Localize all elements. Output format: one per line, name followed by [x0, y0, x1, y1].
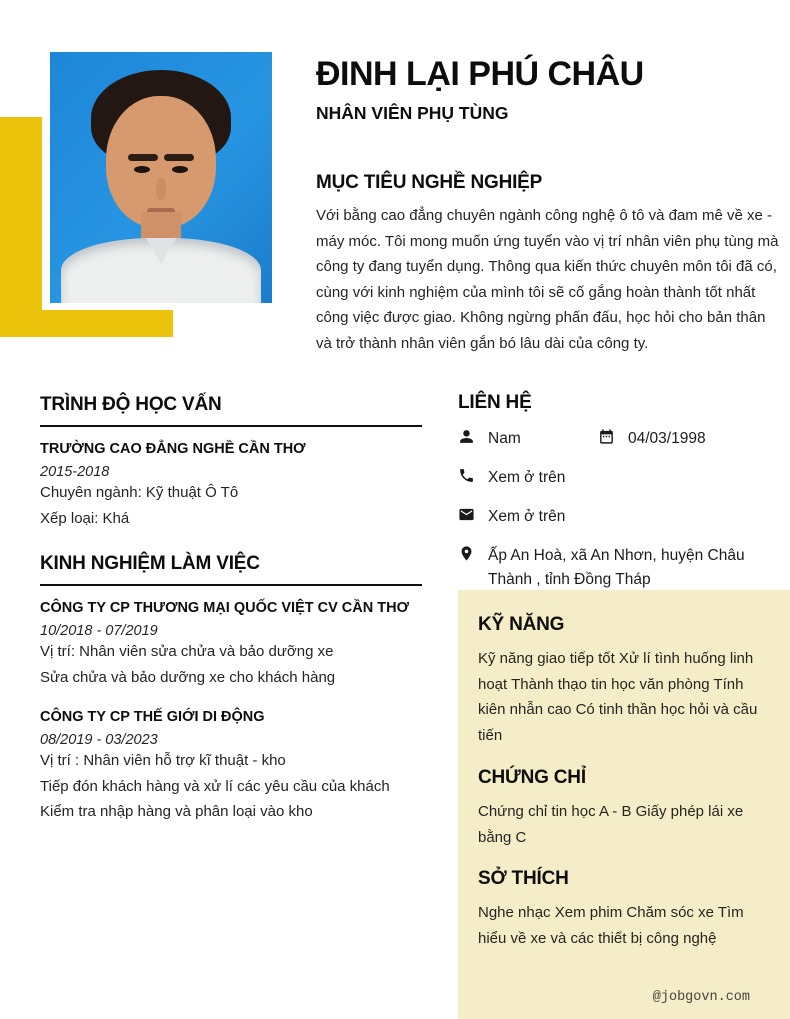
- experience-entry: [40, 598, 422, 690]
- person-icon: [458, 428, 475, 445]
- skills-text: Kỹ năng giao tiếp tốt Xử lí tình huống linh hoạt Thành thạo tin học văn phòng Tính kiên nhẫn cao Có tinh thần học hỏi và cầu tiến: [478, 650, 758, 745]
- education-major: Chuyên ngành: Kỹ thuật Ô Tô: [40, 484, 239, 501]
- location-pin-icon: [458, 545, 475, 562]
- contact-email: Xem ở trên: [488, 508, 566, 525]
- objective-heading: MỤC TIÊU NGHỀ NGHIỆP: [316, 172, 543, 193]
- contact-heading: LIÊN HỆ: [458, 392, 532, 413]
- contact-row-address: [458, 544, 790, 592]
- photo-face: [106, 96, 216, 228]
- gold-vertical-bar: [0, 117, 42, 333]
- job-position: Vị trí : Nhân viên hỗ trợ kĩ thuật - kho: [40, 752, 286, 769]
- contact-row-gender-birthday: [458, 427, 790, 451]
- section-skills: [478, 614, 770, 749]
- gold-horizontal-bar: [0, 310, 173, 337]
- section-contact: [458, 392, 790, 607]
- section-education: [40, 394, 422, 531]
- contact-phone: Xem ở trên: [488, 469, 566, 486]
- education-entry: [40, 439, 422, 531]
- section-certificates: [478, 767, 770, 850]
- experience-entry: [40, 707, 422, 825]
- section-objective: [316, 172, 782, 356]
- phone-icon: [458, 467, 475, 484]
- job-period: 10/2018 - 07/2019: [40, 623, 158, 639]
- company-name: CÔNG TY CP THẾ GIỚI DI ĐỘNG: [40, 709, 265, 725]
- calendar-icon: [598, 428, 615, 445]
- hobbies-text: Nghe nhạc Xem phim Chăm sóc xe Tìm hiểu về xe và các thiết bị công nghệ: [478, 904, 744, 947]
- email-icon: [458, 506, 475, 523]
- job-position: Vị trí: Nhân viên sửa chửa và bảo dưỡng xe: [40, 643, 334, 660]
- highlight-panel: [458, 590, 790, 1019]
- certificates-text: Chứng chỉ tin học A - B Giấy phép lái xe bằng C: [478, 802, 744, 846]
- candidate-job-title: NHÂN VIÊN PHỤ TÙNG: [316, 103, 509, 123]
- skills-heading: KỸ NĂNG: [478, 614, 565, 635]
- job-period: 08/2019 - 03/2023: [40, 732, 158, 748]
- education-period: 2015-2018: [40, 464, 110, 480]
- job-description: Tiếp đón khách hàng và xử lí các yêu cầu của khách Kiểm tra nhập hàng và phân loại vào kho: [40, 777, 390, 820]
- contact-row-email: [458, 505, 790, 529]
- contact-birthday: 04/03/1998: [628, 430, 706, 447]
- left-column: [40, 394, 422, 842]
- contact-address: Ấp An Hoà, xã An Nhơn, huyện Châu Thành , tỉnh Đồng Tháp: [488, 547, 745, 588]
- site-watermark: @jobgovn.com: [652, 990, 750, 1005]
- company-name: CÔNG TY CP THƯƠNG MẠI QUỐC VIỆT CV CẦN THƠ: [40, 600, 409, 616]
- education-grade: Xếp loại: Khá: [40, 509, 130, 527]
- section-hobbies: [478, 868, 770, 951]
- education-heading: TRÌNH ĐỘ HỌC VẤN: [40, 394, 422, 427]
- certificates-heading: CHỨNG CHỈ: [478, 766, 586, 788]
- candidate-name: ĐINH LẠI PHÚ CHÂU: [316, 55, 644, 93]
- contact-gender: Nam: [488, 430, 521, 447]
- contact-row-phone: [458, 466, 790, 490]
- objective-text: Với bằng cao đẳng chuyên ngành công nghệ ô tô và đam mê về xe - máy móc. Tôi mong muốn ứng tuyển vào vị trí nhân viên phụ tùng mà công ty đang tuyển dụng. Thông qua kiến thức chuyên môn tôi đã có, cùng với kinh nghiệm của mình tôi sẽ cố gắng hoàn thành tốt nhất công việc được giao. Không ngừng phấn đấu, học hỏi cho bản thân và trở thành nhân viên gắn bó lâu dài của công ty.: [316, 207, 779, 352]
- job-description: Sửa chửa và bảo dưỡng xe cho khách hàng: [40, 668, 336, 686]
- section-experience: [40, 553, 422, 825]
- school-name: TRƯỜNG CAO ĐẲNG NGHỀ CẦN THƠ: [40, 441, 306, 457]
- experience-heading: KINH NGHIỆM LÀM VIỆC: [40, 553, 422, 586]
- profile-photo: [50, 52, 272, 303]
- hobbies-heading: SỞ THÍCH: [478, 868, 569, 890]
